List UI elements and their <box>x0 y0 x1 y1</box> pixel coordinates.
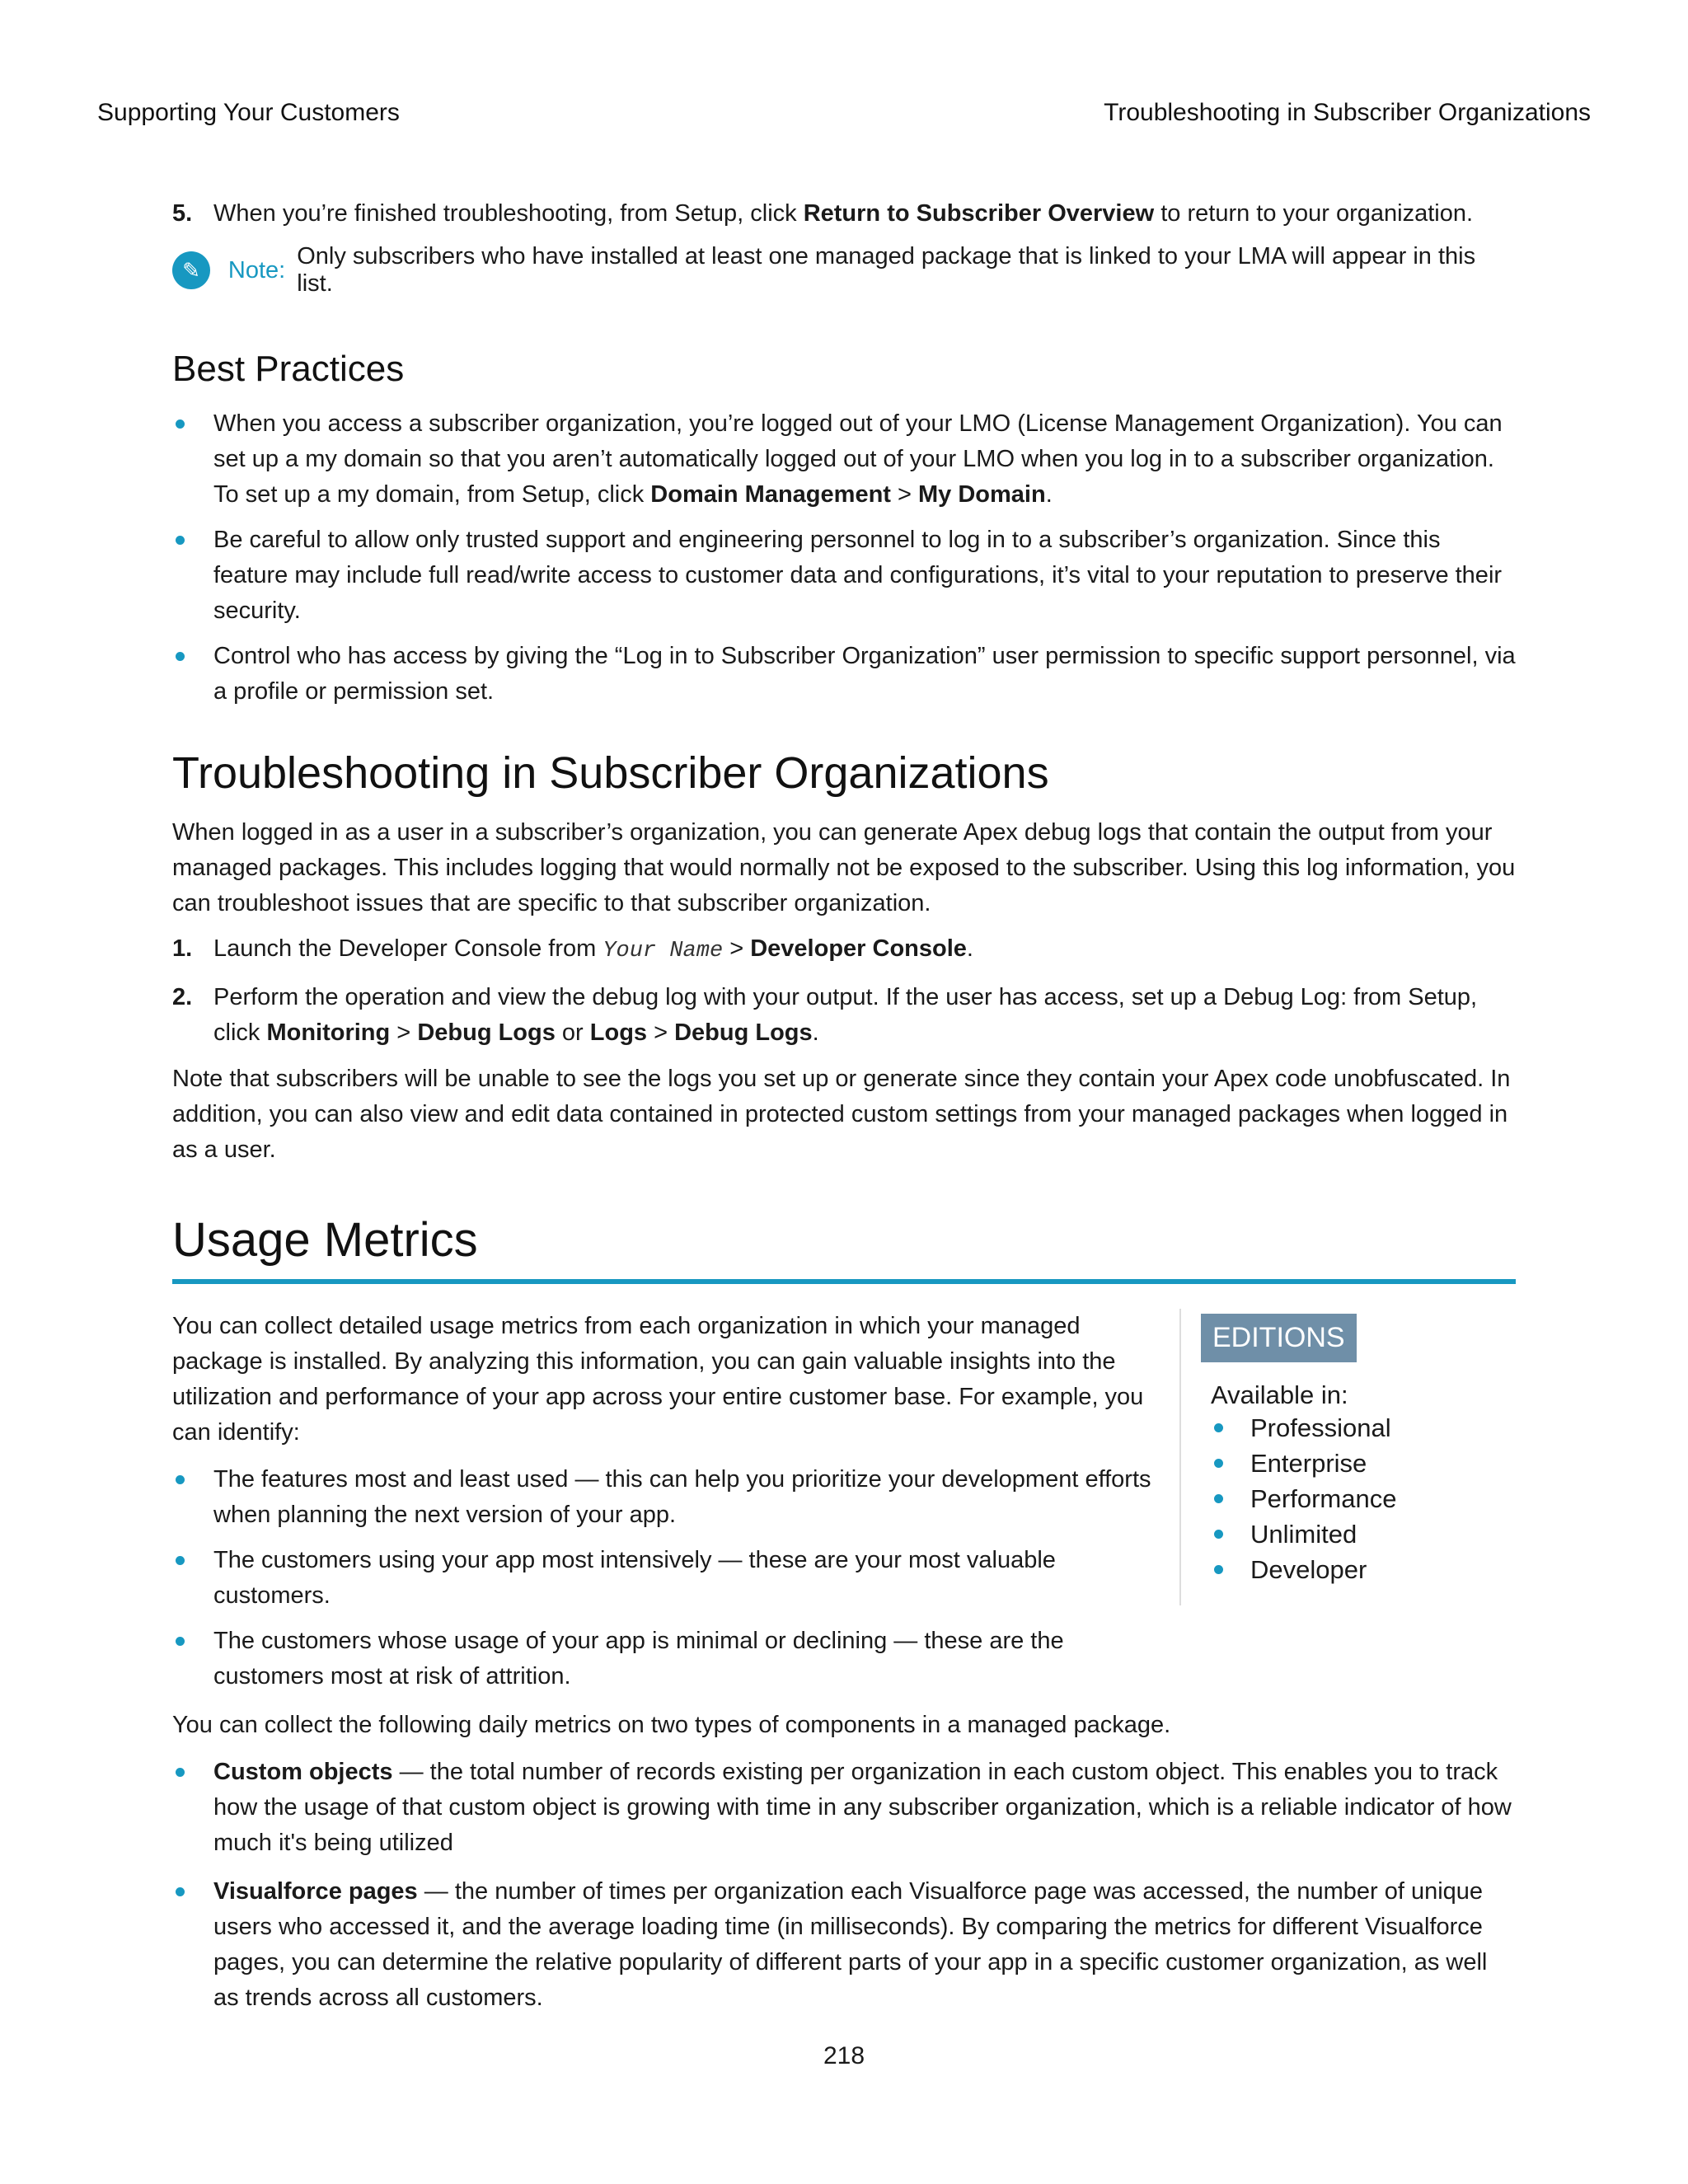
troubleshooting-step-1: 1. Launch the Developer Console from Your Name > Developer Console. <box>172 935 973 963</box>
bullet-dot-icon <box>1214 1494 1223 1503</box>
editions-list <box>1211 1410 1493 1587</box>
usage-components-list <box>172 1755 1516 2016</box>
bullet-dot-icon <box>1214 1423 1223 1432</box>
bullet-dot-icon <box>176 1475 185 1484</box>
usage-intro: You can collect detailed usage metrics from each organization in which your managed package is installed. By analyzing this information, you can gain valuable insights into the utilization and performance of your app across your entire customer base. For example, you can identify: <box>172 1313 1144 1446</box>
edition-item: Performance <box>1211 1481 1493 1516</box>
header-section-title: Supporting Your Customers <box>97 99 400 126</box>
bullet-dot-icon <box>176 1768 185 1777</box>
bullet-dot-icon <box>176 419 185 429</box>
running-header <box>97 99 1591 132</box>
usage-insight-item: The customers whose usage of your app is minimal or declining — these are the customers most at risk of attrition. <box>172 1624 1153 1694</box>
usage-insight-item: The features most and least used — this can help you prioritize your development efforts when planning the next version of your app. <box>172 1462 1153 1533</box>
bullet-dot-icon <box>1214 1459 1223 1468</box>
bullet-dot-icon <box>176 1637 185 1646</box>
best-practices-list <box>172 406 1516 710</box>
usage-insights-list <box>172 1462 1153 1694</box>
troubleshooting-steps <box>172 931 1516 1051</box>
troubleshooting-step-2: 2. Perform the operation and view the debug log with your output. If the user has access, set up a Debug Log: from Setup, click Monitoring > Debug Logs or Logs > Debug Logs. <box>172 984 1478 1046</box>
usage-metrics-section <box>172 1309 1516 1704</box>
step-5: 5. When you’re finished troubleshooting, from Setup, click Return to Subscriber Overview to return to your organization. <box>172 200 1474 227</box>
note-label: Note: <box>227 256 286 284</box>
your-name-code: Your Name <box>603 939 724 963</box>
usage-collect-text: You can collect the following daily metrics on two types of components in a managed package. <box>172 1712 1171 1738</box>
note-text: Only subscribers who have installed at least one managed package that is linked to your LMA will appear in this list. <box>297 243 1476 297</box>
best-practice-item: Be careful to allow only trusted support and engineering personnel to log in to a subscriber’s organization. Since this feature may include full read/write access to customer data and configurations, it’s vital to your reputation to preserve their security. <box>172 523 1516 629</box>
bullet-dot-icon <box>1214 1565 1223 1574</box>
editions-sidebar <box>1179 1309 1493 1605</box>
bullet-dot-icon <box>176 536 185 545</box>
editions-badge: EDITIONS <box>1201 1314 1357 1362</box>
usage-insight-item: The customers using your app most intensively — these are your most valuable customers. <box>172 1543 1153 1614</box>
bullet-dot-icon <box>176 1556 185 1565</box>
return-to-subscriber-overview-label: Return to Subscriber Overview <box>803 200 1155 227</box>
edition-item: Professional <box>1211 1410 1493 1446</box>
edition-item: Enterprise <box>1211 1446 1493 1481</box>
editions-available-label: Available in: <box>1211 1380 1348 1409</box>
troubleshooting-intro: When logged in as a user in a subscriber’s organization, you can generate Apex debug logs that contain the output from your managed packages. This includes logging that would normally not be exposed to the subscriber. Using this log information, you can troubleshoot issues that are specific to that subscriber organization. <box>172 819 1516 916</box>
visualforce-pages-item: Visualforce pages — the number of times per organization each Visualforce page was accessed, the number of unique users who accessed it, and the average loading time (in milliseconds). By comparing the metrics for different Visualforce pages, you can determine the relative popularity of different parts of your app in a specific customer organization, as well as trends across all customers. <box>172 1874 1516 2016</box>
usage-main-column <box>172 1309 1153 1704</box>
edition-item: Developer <box>1211 1552 1493 1587</box>
bullet-dot-icon <box>176 1887 185 1896</box>
step-list-continued <box>172 196 1516 232</box>
custom-objects-item: Custom objects — the total number of records existing per organization in each custom object. This enables you to track how the usage of that custom object is growing with time in any subscriber organization, which is a reliable indicator of how much it's being utilized <box>172 1755 1516 1861</box>
bullet-dot-icon <box>1214 1530 1223 1539</box>
header-chapter-title: Troubleshooting in Subscriber Organizations <box>1104 99 1591 126</box>
bullet-dot-icon <box>176 652 185 661</box>
page-number: 218 <box>823 2042 865 2069</box>
note-callout <box>172 243 1516 298</box>
best-practices-heading: Best Practices <box>172 349 405 389</box>
best-practice-item: When you access a subscriber organization, you’re logged out of your LMO (License Management Organization). You can set up a my domain so that you aren’t automatically logged out of your LMO when you log in to a subscriber organization. To set up a my domain, from Setup, click Domain Management > My Domain. <box>172 406 1516 513</box>
edition-item: Unlimited <box>1211 1516 1493 1552</box>
usage-metrics-heading: Usage Metrics <box>172 1212 1516 1284</box>
troubleshooting-heading: Troubleshooting in Subscriber Organizations <box>172 748 1049 798</box>
best-practice-item: Control who has access by giving the “Log in to Subscriber Organization” user permission to specific support personnel, via a profile or permission set. <box>172 639 1516 710</box>
note-edit-icon: ✎ <box>172 251 210 289</box>
page-content <box>172 196 1516 2026</box>
troubleshooting-outro: Note that subscribers will be unable to see the logs you set up or generate since they contain your Apex code unobfuscated. In addition, you can also view and edit data contained in protected custom settings from your managed packages when logged in as a user. <box>172 1066 1511 1163</box>
